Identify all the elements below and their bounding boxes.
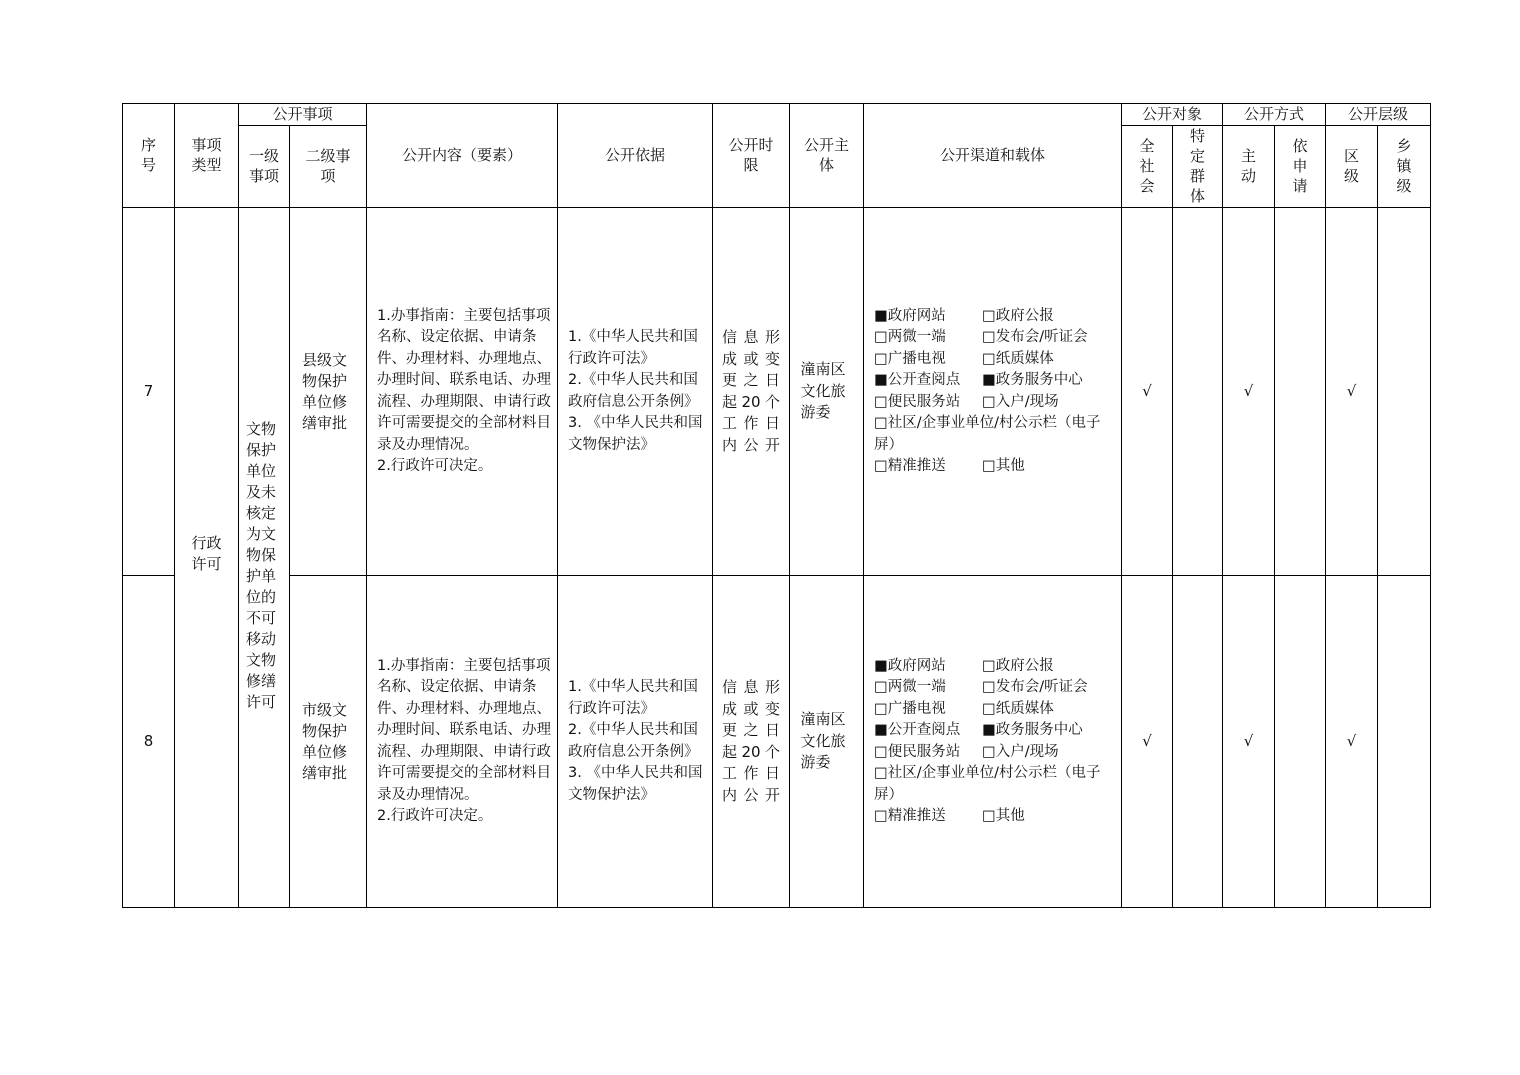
basis-line: 3. 《中华人民共和国文物保护法》 xyxy=(568,415,703,453)
channel-item: ■政务服务中心 xyxy=(982,372,1083,388)
seq-cell: 8 xyxy=(123,576,175,908)
channel-item: □两微一端 xyxy=(874,329,946,345)
header-level1: 一级事项 xyxy=(239,126,290,208)
channel-item: □发布会/听证会 xyxy=(982,329,1088,345)
layer-district-check: √ xyxy=(1326,208,1378,576)
disclosure-table xyxy=(122,103,1431,908)
content-cell xyxy=(367,208,558,576)
level2-cell: 市级文物保护单位修缮审批 xyxy=(290,576,367,908)
basis-line: 1.《中华人民共和国行政许可法》 xyxy=(568,329,698,367)
basis-cell xyxy=(558,576,713,908)
basis-line: 2.《中华人民共和国政府信息公开条例》 xyxy=(568,722,699,760)
channel-item: □政府公报 xyxy=(982,307,1054,324)
header-subject: 公开主体 xyxy=(790,104,864,208)
channel-item: □纸质媒体 xyxy=(982,700,1054,717)
header-level2: 二级事项 xyxy=(290,126,367,208)
channel-item: □社区/企事业单位/村公示栏（电子屏） xyxy=(874,415,1101,453)
channel-item: □两微一端 xyxy=(874,679,946,695)
seq-cell: 7 xyxy=(123,208,175,576)
channel-item: ■政府网站 xyxy=(874,307,946,324)
time-limit-cell: 信息形成或变更之日起20个工作日内公开 xyxy=(713,208,790,576)
header-layer-district: 区级 xyxy=(1326,126,1378,208)
subject-cell: 潼南区文化旅游委 xyxy=(790,576,864,908)
table-row xyxy=(123,576,1431,908)
audience-specific-check xyxy=(1173,208,1223,576)
channels-cell xyxy=(864,576,1122,908)
basis-line: 1.《中华人民共和国行政许可法》 xyxy=(568,679,698,717)
channel-item: □广播电视 xyxy=(874,350,946,367)
header-time-limit: 公开时限 xyxy=(713,104,790,208)
header-layer-town: 乡镇级 xyxy=(1378,126,1431,208)
channel-item: □其他 xyxy=(982,808,1025,824)
layer-town-check xyxy=(1378,208,1431,576)
header-channels: 公开渠道和载体 xyxy=(864,104,1122,208)
channels-cell xyxy=(864,208,1122,576)
header-layer: 公开层级 xyxy=(1326,104,1431,126)
channel-item: ■政府网站 xyxy=(874,657,946,674)
header-basis: 公开依据 xyxy=(558,104,713,208)
channel-item: □便民服务站 xyxy=(874,393,961,410)
channel-item: □入户/现场 xyxy=(982,743,1059,760)
layer-district-check: √ xyxy=(1326,576,1378,908)
content-cell xyxy=(367,576,558,908)
table-row xyxy=(123,208,1431,576)
basis-line: 2.《中华人民共和国政府信息公开条例》 xyxy=(568,372,699,410)
header-audience-all: 全社会 xyxy=(1122,126,1173,208)
channel-item: □政府公报 xyxy=(982,657,1054,674)
channel-item: □其他 xyxy=(982,458,1025,474)
channel-item: ■公开查阅点 xyxy=(874,722,961,738)
header-method-active: 主动 xyxy=(1223,126,1275,208)
channel-item: □入户/现场 xyxy=(982,393,1059,410)
channel-item: □社区/企事业单位/村公示栏（电子屏） xyxy=(874,765,1101,803)
channel-item: □精准推送 xyxy=(874,458,946,474)
content-line: 1.办事指南：主要包括事项名称、设定依据、申请条件、办理材料、办理地点、办理时间、联系电话、办理流程、办理期限、申请行政许可需要提交的全部材料目录及办理情况。 xyxy=(377,657,552,803)
method-request-check xyxy=(1275,208,1326,576)
basis-cell xyxy=(558,208,713,576)
header-audience-specific: 特定群体 xyxy=(1173,126,1223,208)
subject-cell: 潼南区文化旅游委 xyxy=(790,208,864,576)
channel-item: ■公开查阅点 xyxy=(874,372,961,388)
audience-all-check: √ xyxy=(1122,208,1173,576)
header-seq: 序号 xyxy=(123,104,175,208)
method-active-check: √ xyxy=(1223,208,1275,576)
audience-all-check: √ xyxy=(1122,576,1173,908)
header-public-items: 公开事项 xyxy=(239,104,367,126)
channel-item: □精准推送 xyxy=(874,808,946,824)
header-method-request: 依申请 xyxy=(1275,126,1326,208)
channel-item: □广播电视 xyxy=(874,700,946,717)
header-content: 公开内容（要素） xyxy=(367,104,558,208)
method-active-check: √ xyxy=(1223,576,1275,908)
content-line: 1.办事指南：主要包括事项名称、设定依据、申请条件、办理材料、办理地点、办理时间、联系电话、办理流程、办理期限、申请行政许可需要提交的全部材料目录及办理情况。 xyxy=(377,307,552,453)
level1-cell: 文物保护单位及未核定为文物保护单位的不可移动文物修缮许可 xyxy=(239,208,290,908)
time-limit-cell: 信息形成或变更之日起20个工作日内公开 xyxy=(713,576,790,908)
layer-town-check xyxy=(1378,576,1431,908)
header-audience: 公开对象 xyxy=(1122,104,1223,126)
level2-cell: 县级文物保护单位修缮审批 xyxy=(290,208,367,576)
header-method: 公开方式 xyxy=(1223,104,1326,126)
channel-item: □纸质媒体 xyxy=(982,350,1054,367)
audience-specific-check xyxy=(1173,576,1223,908)
item-type-cell: 行政许可 xyxy=(175,208,239,908)
channel-item: □发布会/听证会 xyxy=(982,679,1088,695)
header-item-type: 事项类型 xyxy=(175,104,239,208)
channel-item: ■政务服务中心 xyxy=(982,722,1083,738)
content-line: 2.行政许可决定。 xyxy=(377,458,493,474)
basis-line: 3. 《中华人民共和国文物保护法》 xyxy=(568,765,703,803)
method-request-check xyxy=(1275,576,1326,908)
content-line: 2.行政许可决定。 xyxy=(377,808,493,824)
channel-item: □便民服务站 xyxy=(874,743,961,760)
